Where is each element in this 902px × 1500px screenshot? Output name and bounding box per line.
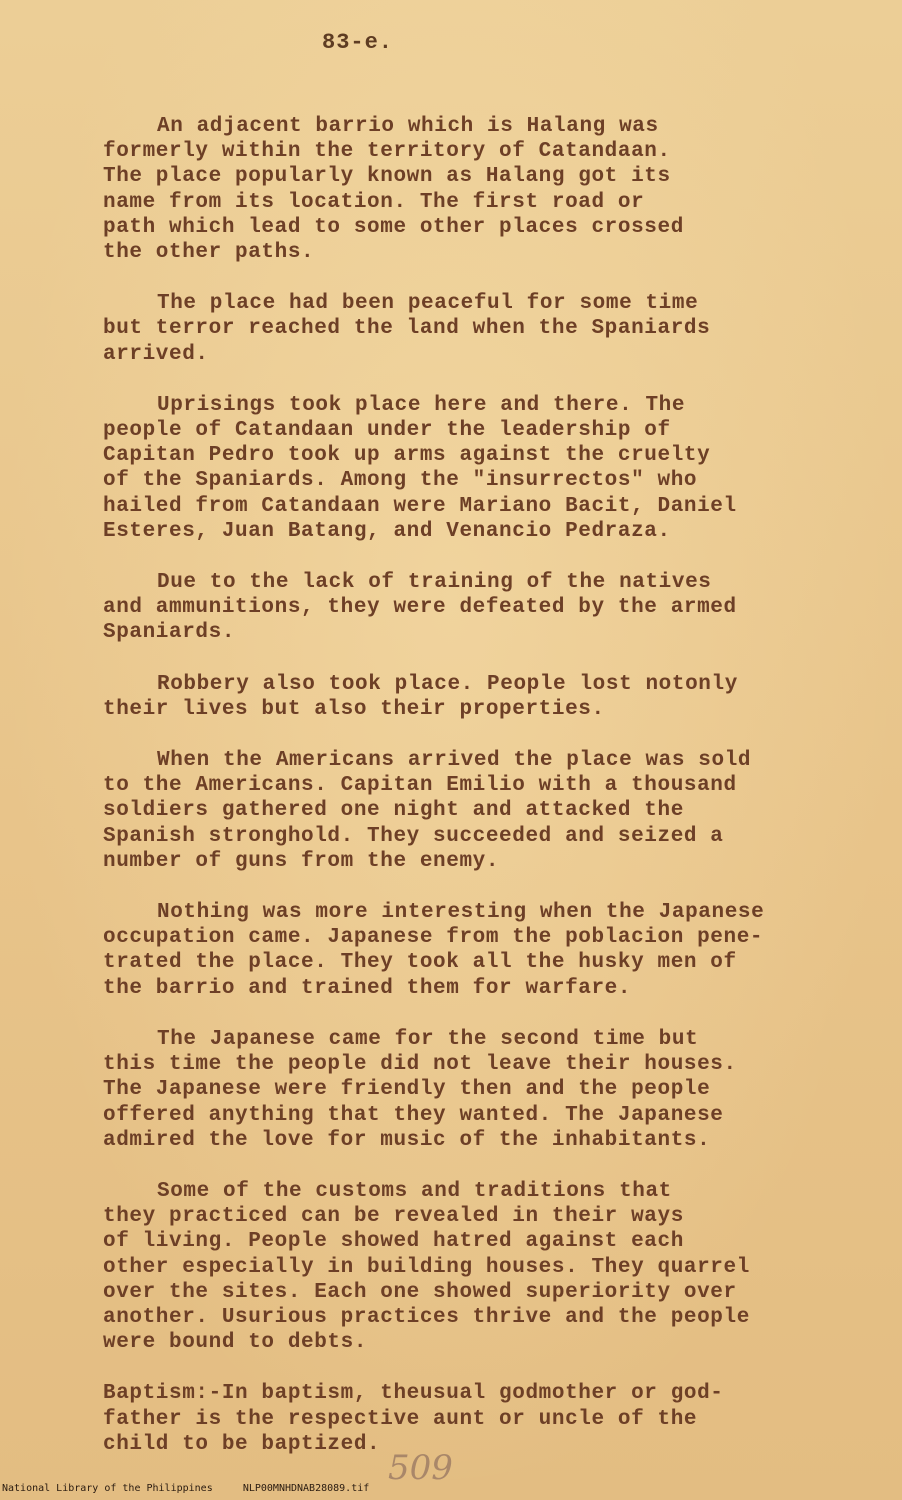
text-line: admired the love for music of the inhabitants.	[103, 1128, 711, 1152]
text-line: over the sites. Each one showed superiority over	[103, 1280, 737, 1304]
paragraph	[103, 900, 843, 1001]
text-line: the barrio and trained them for warfare.	[103, 976, 632, 1000]
text-line: they practiced can be revealed in their ways	[103, 1205, 684, 1229]
text-line: Some of the customs and traditions that	[157, 1179, 672, 1203]
text-line: Baptism:-In baptism, theusual godmother or god-	[103, 1382, 724, 1406]
paragraph	[103, 748, 843, 874]
text-line: name from its location. The first road or	[103, 190, 645, 214]
text-line: The Japanese came for the second time but	[157, 1027, 699, 1051]
paragraph	[103, 1381, 843, 1457]
text-line: occupation came. Japanese from the poblacion pene-	[103, 926, 764, 950]
text-line: trated the place. They took all the husky men of	[103, 951, 737, 975]
text-line: The Japanese were friendly then and the people	[103, 1078, 711, 1102]
text-line: to the Americans. Capitan Emilio with a thousand	[103, 774, 737, 798]
text-line: The place had been peaceful for some time	[157, 292, 699, 316]
text-line: another. Usurious practices thrive and the people	[103, 1305, 750, 1329]
text-line: people of Catandaan under the leadership of	[103, 419, 671, 443]
text-line: father is the respective aunt or uncle of the	[103, 1407, 698, 1431]
paragraph	[103, 672, 843, 722]
text-line: When the Americans arrived the place was sold	[157, 749, 752, 773]
text-line: but terror reached the land when the Spaniards	[103, 317, 711, 341]
page-number: 83-e.	[322, 30, 394, 55]
handwritten-page-number: 509	[388, 1448, 453, 1488]
text-line: the other paths.	[103, 241, 315, 265]
text-line: soldiers gathered one night and attacked the	[103, 799, 684, 823]
paragraph	[103, 1027, 843, 1153]
text-line: of the Spaniards. Among the "insurrectos" who	[103, 469, 698, 493]
paragraph	[103, 114, 843, 265]
scan-footer	[2, 1483, 369, 1494]
text-line: number of guns from the enemy.	[103, 849, 500, 873]
text-line: Esteres, Juan Batang, and Venancio Pedraza.	[103, 519, 671, 543]
footer-filename: NLP00MNHDNAB28089.tif	[242, 1483, 370, 1494]
text-line: Uprisings took place here and there. The	[157, 393, 686, 417]
text-line: Spanish stronghold. They succeeded and seized a	[103, 824, 724, 848]
text-line: were bound to debts.	[103, 1331, 368, 1355]
text-line: hailed from Catandaan were Mariano Bacit, Daniel	[103, 494, 737, 518]
text-line: this time the people did not leave their houses.	[103, 1053, 737, 1077]
document-body	[103, 114, 843, 1483]
text-line: other especially in building houses. They quarrel	[103, 1255, 750, 1279]
paragraph	[103, 570, 843, 646]
text-line: An adjacent barrio which is Halang was	[157, 115, 659, 138]
paragraph	[103, 393, 843, 544]
text-line: and ammunitions, they were defeated by the armed	[103, 596, 737, 620]
text-line: Capitan Pedro took up arms against the cruelty	[103, 444, 711, 468]
text-line: of living. People showed hatred against each	[103, 1230, 684, 1254]
text-line: formerly within the territory of Catandaan.	[103, 140, 671, 164]
paragraph	[103, 291, 843, 367]
paragraph	[103, 1179, 843, 1355]
footer-library: National Library of the Philippines	[2, 1483, 213, 1494]
text-line: Due to the lack of training of the natives	[157, 571, 712, 595]
text-line: The place popularly known as Halang got its	[103, 165, 671, 189]
text-line: child to be baptized.	[103, 1432, 381, 1456]
text-line: arrived.	[103, 342, 209, 366]
text-line: their lives but also their properties.	[103, 697, 605, 721]
text-line: Spaniards.	[103, 621, 236, 645]
text-line: Robbery also took place. People lost notonly	[157, 672, 738, 696]
text-line: Nothing was more interesting when the Japanese	[157, 901, 765, 925]
text-line: offered anything that they wanted. The Japanese	[103, 1103, 724, 1127]
text-line: path which lead to some other places crossed	[103, 215, 684, 239]
